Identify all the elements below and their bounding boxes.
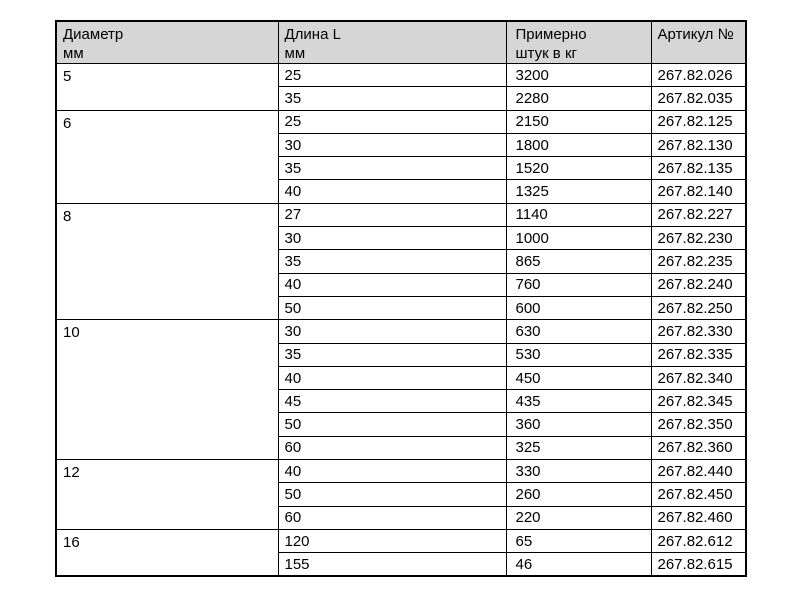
article-cell: 267.82.035 <box>651 87 746 110</box>
length-cell: 120 <box>278 529 506 552</box>
table-row <box>56 64 746 87</box>
length-cell: 60 <box>278 436 506 459</box>
article-cell: 267.82.350 <box>651 413 746 436</box>
diameter-cell: 12 <box>56 460 278 530</box>
pieces-cell: 865 <box>506 250 651 273</box>
header-pieces-line2: штук в кг <box>515 45 577 62</box>
article-cell: 267.82.615 <box>651 553 746 576</box>
length-cell: 40 <box>278 273 506 296</box>
header-row <box>56 21 746 64</box>
table-row <box>56 110 746 133</box>
article-cell: 267.82.340 <box>651 366 746 389</box>
header-pieces-line1: Примерно <box>515 26 587 43</box>
pieces-cell: 450 <box>506 366 651 389</box>
header-pieces <box>506 21 651 64</box>
pieces-cell: 435 <box>506 390 651 413</box>
pieces-cell: 630 <box>506 320 651 343</box>
header-length-line2: мм <box>284 45 306 62</box>
pieces-cell: 325 <box>506 436 651 459</box>
pieces-cell: 360 <box>506 413 651 436</box>
length-cell: 30 <box>278 133 506 156</box>
pieces-cell: 1325 <box>506 180 651 203</box>
article-cell: 267.82.125 <box>651 110 746 133</box>
article-cell: 267.82.460 <box>651 506 746 529</box>
article-cell: 267.82.227 <box>651 203 746 226</box>
article-cell: 267.82.330 <box>651 320 746 343</box>
header-length <box>278 21 506 64</box>
article-cell: 267.82.612 <box>651 529 746 552</box>
length-cell: 35 <box>278 87 506 110</box>
length-cell: 45 <box>278 390 506 413</box>
length-cell: 30 <box>278 227 506 250</box>
pieces-cell: 1140 <box>506 203 651 226</box>
diameter-cell: 8 <box>56 203 278 319</box>
length-cell: 40 <box>278 460 506 483</box>
length-cell: 35 <box>278 343 506 366</box>
table-header <box>56 21 746 64</box>
article-cell: 267.82.026 <box>651 64 746 87</box>
length-cell: 155 <box>278 553 506 576</box>
pieces-cell: 1520 <box>506 157 651 180</box>
article-cell: 267.82.140 <box>651 180 746 203</box>
table-body <box>56 64 746 577</box>
length-cell: 40 <box>278 366 506 389</box>
pieces-cell: 2150 <box>506 110 651 133</box>
article-cell: 267.82.360 <box>651 436 746 459</box>
pieces-cell: 1000 <box>506 227 651 250</box>
article-cell: 267.82.335 <box>651 343 746 366</box>
pieces-cell: 330 <box>506 460 651 483</box>
length-cell: 40 <box>278 180 506 203</box>
pieces-cell: 65 <box>506 529 651 552</box>
length-cell: 35 <box>278 157 506 180</box>
length-cell: 25 <box>278 110 506 133</box>
diameter-cell: 5 <box>56 64 278 111</box>
header-article <box>651 21 746 64</box>
pieces-cell: 3200 <box>506 64 651 87</box>
length-cell: 25 <box>278 64 506 87</box>
length-cell: 27 <box>278 203 506 226</box>
diameter-cell: 16 <box>56 529 278 576</box>
diameter-cell: 10 <box>56 320 278 460</box>
pieces-cell: 530 <box>506 343 651 366</box>
article-cell: 267.82.235 <box>651 250 746 273</box>
article-cell: 267.82.250 <box>651 296 746 319</box>
length-cell: 50 <box>278 483 506 506</box>
length-cell: 50 <box>278 413 506 436</box>
table-row <box>56 529 746 552</box>
article-cell: 267.82.130 <box>651 133 746 156</box>
header-diameter-line1: Диаметр <box>63 26 124 43</box>
product-table <box>55 20 747 577</box>
table-row <box>56 320 746 343</box>
article-cell: 267.82.450 <box>651 483 746 506</box>
header-article-line1: Артикул № <box>657 26 734 43</box>
pieces-cell: 220 <box>506 506 651 529</box>
header-length-line1: Длина L <box>284 26 341 43</box>
length-cell: 60 <box>278 506 506 529</box>
pieces-cell: 600 <box>506 296 651 319</box>
pieces-cell: 260 <box>506 483 651 506</box>
header-diameter-line2: мм <box>63 45 84 62</box>
article-cell: 267.82.135 <box>651 157 746 180</box>
article-cell: 267.82.230 <box>651 227 746 250</box>
pieces-cell: 2280 <box>506 87 651 110</box>
article-cell: 267.82.240 <box>651 273 746 296</box>
table-row <box>56 203 746 226</box>
table-row <box>56 460 746 483</box>
diameter-cell: 6 <box>56 110 278 203</box>
length-cell: 35 <box>278 250 506 273</box>
pieces-cell: 1800 <box>506 133 651 156</box>
length-cell: 30 <box>278 320 506 343</box>
pieces-cell: 46 <box>506 553 651 576</box>
pieces-cell: 760 <box>506 273 651 296</box>
article-cell: 267.82.440 <box>651 460 746 483</box>
length-cell: 50 <box>278 296 506 319</box>
header-diameter <box>56 21 278 64</box>
article-cell: 267.82.345 <box>651 390 746 413</box>
